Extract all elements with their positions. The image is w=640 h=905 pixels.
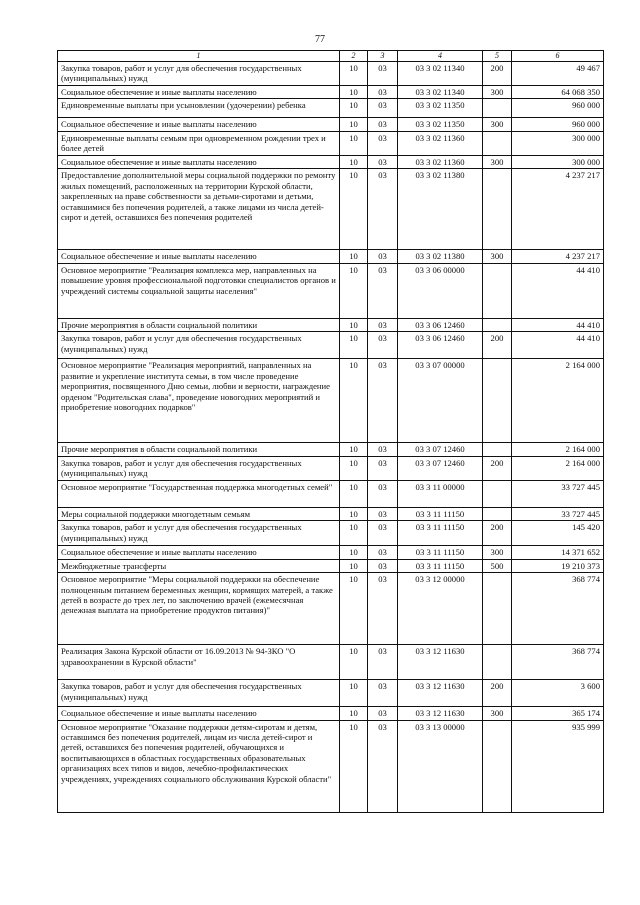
cell-expense-type	[483, 480, 512, 507]
cell-subsection: 03	[368, 169, 398, 250]
cell-section: 10	[340, 263, 368, 318]
cell-section: 10	[340, 332, 368, 359]
cell-name: Основное мероприятие "Меры социальной поддержки на обеспечение полноценным питанием беременных женщин, кормящих матерей, а также детей в возрасте до трех лет, по заключению врачей (ежемесячная денежная выплата на приобретение продуктов питания)"	[58, 573, 340, 645]
cell-section: 10	[340, 318, 368, 331]
cell-target-article: 03 3 07 12460	[398, 456, 483, 480]
cell-section: 10	[340, 155, 368, 168]
cell-section: 10	[340, 707, 368, 720]
cell-amount: 4 237 217	[512, 250, 604, 263]
cell-expense-type: 200	[483, 521, 512, 546]
cell-expense-type	[483, 263, 512, 318]
cell-section: 10	[340, 169, 368, 250]
table-row	[58, 99, 604, 118]
cell-section: 10	[340, 680, 368, 707]
cell-section: 10	[340, 456, 368, 480]
cell-name: Меры социальной поддержки многодетным семьям	[58, 507, 340, 520]
header-col-2: 2	[340, 51, 368, 62]
cell-section: 10	[340, 99, 368, 118]
cell-amount: 300 000	[512, 131, 604, 155]
table-row	[58, 546, 604, 559]
cell-expense-type: 200	[483, 332, 512, 359]
cell-section: 10	[340, 546, 368, 559]
cell-subsection: 03	[368, 359, 398, 443]
cell-name: Основное мероприятие "Реализация комплекса мер, направленных на повышение уровня профессиональной подготовки специалистов органов и учреждений системы социальной защиты населения"	[58, 263, 340, 318]
table-row	[58, 318, 604, 331]
cell-target-article: 03 3 11 11150	[398, 559, 483, 572]
cell-target-article: 03 3 02 11380	[398, 250, 483, 263]
cell-amount: 64 068 350	[512, 85, 604, 98]
cell-subsection: 03	[368, 546, 398, 559]
cell-subsection: 03	[368, 720, 398, 812]
cell-name: Основное мероприятие "Реализация мероприятий, направленных на развитие и укрепление института семьи, в том числе проведение мероприятия, посвященного Дню семьи, любви и верности, награждение орденом "Родительская слава", проведение новогодних мероприятий и приобретение новогодних подарков"	[58, 359, 340, 443]
cell-target-article: 03 3 11 11150	[398, 507, 483, 520]
cell-name: Закупка товаров, работ и услуг для обеспечения государственных (муниципальных) нужд	[58, 456, 340, 480]
cell-name: Социальное обеспечение и иные выплаты населению	[58, 707, 340, 720]
cell-subsection: 03	[368, 99, 398, 118]
cell-section: 10	[340, 118, 368, 131]
cell-amount: 365 174	[512, 707, 604, 720]
cell-expense-type: 200	[483, 680, 512, 707]
cell-subsection: 03	[368, 318, 398, 331]
cell-section: 10	[340, 507, 368, 520]
cell-subsection: 03	[368, 250, 398, 263]
cell-expense-type	[483, 359, 512, 443]
cell-amount: 3 600	[512, 680, 604, 707]
cell-target-article: 03 3 02 11380	[398, 169, 483, 250]
table-row	[58, 443, 604, 456]
cell-subsection: 03	[368, 61, 398, 85]
cell-name: Единовременные выплаты при усыновлении (удочерении) ребенка	[58, 99, 340, 118]
table-row	[58, 263, 604, 318]
cell-amount: 2 164 000	[512, 359, 604, 443]
cell-target-article: 03 3 12 11630	[398, 707, 483, 720]
cell-section: 10	[340, 573, 368, 645]
cell-amount: 49 467	[512, 61, 604, 85]
cell-subsection: 03	[368, 456, 398, 480]
cell-section: 10	[340, 85, 368, 98]
header-col-1: 1	[58, 51, 340, 62]
cell-name: Прочие мероприятия в области социальной политики	[58, 318, 340, 331]
cell-amount: 33 727 445	[512, 480, 604, 507]
cell-subsection: 03	[368, 131, 398, 155]
cell-amount: 44 410	[512, 318, 604, 331]
cell-name: Прочие мероприятия в области социальной политики	[58, 443, 340, 456]
cell-name: Межбюджетные трансферты	[58, 559, 340, 572]
cell-target-article: 03 3 11 00000	[398, 480, 483, 507]
cell-target-article: 03 3 12 00000	[398, 573, 483, 645]
table-row	[58, 85, 604, 98]
cell-target-article: 03 3 02 11350	[398, 118, 483, 131]
cell-target-article: 03 3 07 00000	[398, 359, 483, 443]
table-row	[58, 250, 604, 263]
table-row	[58, 521, 604, 546]
cell-target-article: 03 3 02 11340	[398, 61, 483, 85]
header-row	[58, 51, 604, 62]
cell-target-article: 03 3 11 11150	[398, 546, 483, 559]
table-row	[58, 707, 604, 720]
cell-subsection: 03	[368, 645, 398, 680]
budget-table	[57, 50, 604, 813]
cell-subsection: 03	[368, 85, 398, 98]
header-col-3: 3	[368, 51, 398, 62]
cell-subsection: 03	[368, 443, 398, 456]
cell-expense-type	[483, 645, 512, 680]
cell-section: 10	[340, 521, 368, 546]
cell-amount: 368 774	[512, 645, 604, 680]
cell-amount: 935 999	[512, 720, 604, 812]
cell-amount: 4 237 217	[512, 169, 604, 250]
header-col-6: 6	[512, 51, 604, 62]
cell-subsection: 03	[368, 680, 398, 707]
cell-target-article: 03 3 12 11630	[398, 645, 483, 680]
cell-subsection: 03	[368, 507, 398, 520]
cell-expense-type	[483, 443, 512, 456]
cell-name: Основное мероприятие "Оказание поддержки детям-сиротам и детям, оставшимся без попечения родителей, лицам из числа детей-сирот и детей, оставшихся без попечения родителей, обучающихся и воспитывающихся в областных государственных образовательных организациях всех типов и видов, лечебно-профилактических учреждениях, учреждениях социального обслуживания Курской области"	[58, 720, 340, 812]
cell-amount: 14 371 652	[512, 546, 604, 559]
cell-expense-type	[483, 720, 512, 812]
cell-target-article: 03 3 06 00000	[398, 263, 483, 318]
cell-name: Единовременные выплаты семьям при одновременном рождении трех и более детей	[58, 131, 340, 155]
cell-expense-type: 500	[483, 559, 512, 572]
table-row	[58, 118, 604, 131]
table-row	[58, 480, 604, 507]
table-row	[58, 332, 604, 359]
cell-target-article: 03 3 06 12460	[398, 332, 483, 359]
cell-amount: 2 164 000	[512, 443, 604, 456]
cell-amount: 19 210 373	[512, 559, 604, 572]
table-row	[58, 456, 604, 480]
cell-target-article: 03 3 13 00000	[398, 720, 483, 812]
cell-amount: 2 164 000	[512, 456, 604, 480]
cell-amount: 960 000	[512, 118, 604, 131]
cell-amount: 300 000	[512, 155, 604, 168]
cell-expense-type: 200	[483, 456, 512, 480]
cell-name: Социальное обеспечение и иные выплаты населению	[58, 118, 340, 131]
cell-name: Закупка товаров, работ и услуг для обеспечения государственных (муниципальных) нужд	[58, 61, 340, 85]
table-row	[58, 573, 604, 645]
table-body	[58, 61, 604, 812]
page-number: 77	[315, 34, 325, 45]
cell-name: Основное мероприятие "Государственная поддержка многодетных семей"	[58, 480, 340, 507]
cell-section: 10	[340, 645, 368, 680]
cell-amount: 145 420	[512, 521, 604, 546]
cell-expense-type	[483, 318, 512, 331]
cell-subsection: 03	[368, 332, 398, 359]
cell-target-article: 03 3 07 12460	[398, 443, 483, 456]
table-row	[58, 155, 604, 168]
cell-name: Социальное обеспечение и иные выплаты населению	[58, 85, 340, 98]
cell-expense-type: 300	[483, 85, 512, 98]
cell-name: Закупка товаров, работ и услуг для обеспечения государственных (муниципальных) нужд	[58, 680, 340, 707]
cell-name: Закупка товаров, работ и услуг для обеспечения государственных (муниципальных) нужд	[58, 521, 340, 546]
cell-target-article: 03 3 11 11150	[398, 521, 483, 546]
cell-target-article: 03 3 12 11630	[398, 680, 483, 707]
cell-section: 10	[340, 480, 368, 507]
table-row	[58, 507, 604, 520]
cell-section: 10	[340, 131, 368, 155]
cell-target-article: 03 3 02 11350	[398, 99, 483, 118]
cell-name: Социальное обеспечение и иные выплаты населению	[58, 250, 340, 263]
cell-expense-type	[483, 99, 512, 118]
cell-expense-type: 300	[483, 707, 512, 720]
cell-expense-type	[483, 573, 512, 645]
cell-expense-type: 200	[483, 61, 512, 85]
cell-subsection: 03	[368, 559, 398, 572]
cell-section: 10	[340, 720, 368, 812]
cell-subsection: 03	[368, 118, 398, 131]
header-col-4: 4	[398, 51, 483, 62]
cell-expense-type: 300	[483, 118, 512, 131]
cell-expense-type	[483, 169, 512, 250]
cell-section: 10	[340, 559, 368, 572]
cell-subsection: 03	[368, 573, 398, 645]
table-row	[58, 169, 604, 250]
cell-section: 10	[340, 359, 368, 443]
cell-name: Социальное обеспечение и иные выплаты населению	[58, 546, 340, 559]
cell-subsection: 03	[368, 480, 398, 507]
cell-expense-type: 300	[483, 546, 512, 559]
cell-target-article: 03 3 02 11340	[398, 85, 483, 98]
cell-amount: 33 727 445	[512, 507, 604, 520]
cell-expense-type	[483, 131, 512, 155]
cell-subsection: 03	[368, 263, 398, 318]
table-row	[58, 61, 604, 85]
cell-expense-type: 300	[483, 155, 512, 168]
cell-expense-type	[483, 507, 512, 520]
cell-subsection: 03	[368, 521, 398, 546]
table-row	[58, 359, 604, 443]
table-row	[58, 680, 604, 707]
cell-name: Реализация Закона Курской области от 16.09.2013 № 94-ЗКО "О здравоохранении в Курской области"	[58, 645, 340, 680]
cell-subsection: 03	[368, 155, 398, 168]
cell-section: 10	[340, 61, 368, 85]
table-row	[58, 131, 604, 155]
table-row	[58, 645, 604, 680]
cell-target-article: 03 3 06 12460	[398, 318, 483, 331]
cell-subsection: 03	[368, 707, 398, 720]
cell-name: Закупка товаров, работ и услуг для обеспечения государственных (муниципальных) нужд	[58, 332, 340, 359]
cell-amount: 960 000	[512, 99, 604, 118]
table-row	[58, 720, 604, 812]
cell-section: 10	[340, 250, 368, 263]
cell-expense-type: 300	[483, 250, 512, 263]
cell-amount: 44 410	[512, 332, 604, 359]
cell-name: Предоставление дополнительной меры социальной поддержки по ремонту жилых помещений, расположенных на территории Курской области, закрепленных на праве собственности за детьми-сиротами и детьми, оставшимися без попечения родителей, а также лицами из числа детей-сирот и детей, оставшихся без попечения родителей	[58, 169, 340, 250]
cell-target-article: 03 3 02 11360	[398, 155, 483, 168]
cell-amount: 368 774	[512, 573, 604, 645]
table-row	[58, 559, 604, 572]
cell-target-article: 03 3 02 11360	[398, 131, 483, 155]
cell-section: 10	[340, 443, 368, 456]
header-col-5: 5	[483, 51, 512, 62]
cell-name: Социальное обеспечение и иные выплаты населению	[58, 155, 340, 168]
cell-amount: 44 410	[512, 263, 604, 318]
